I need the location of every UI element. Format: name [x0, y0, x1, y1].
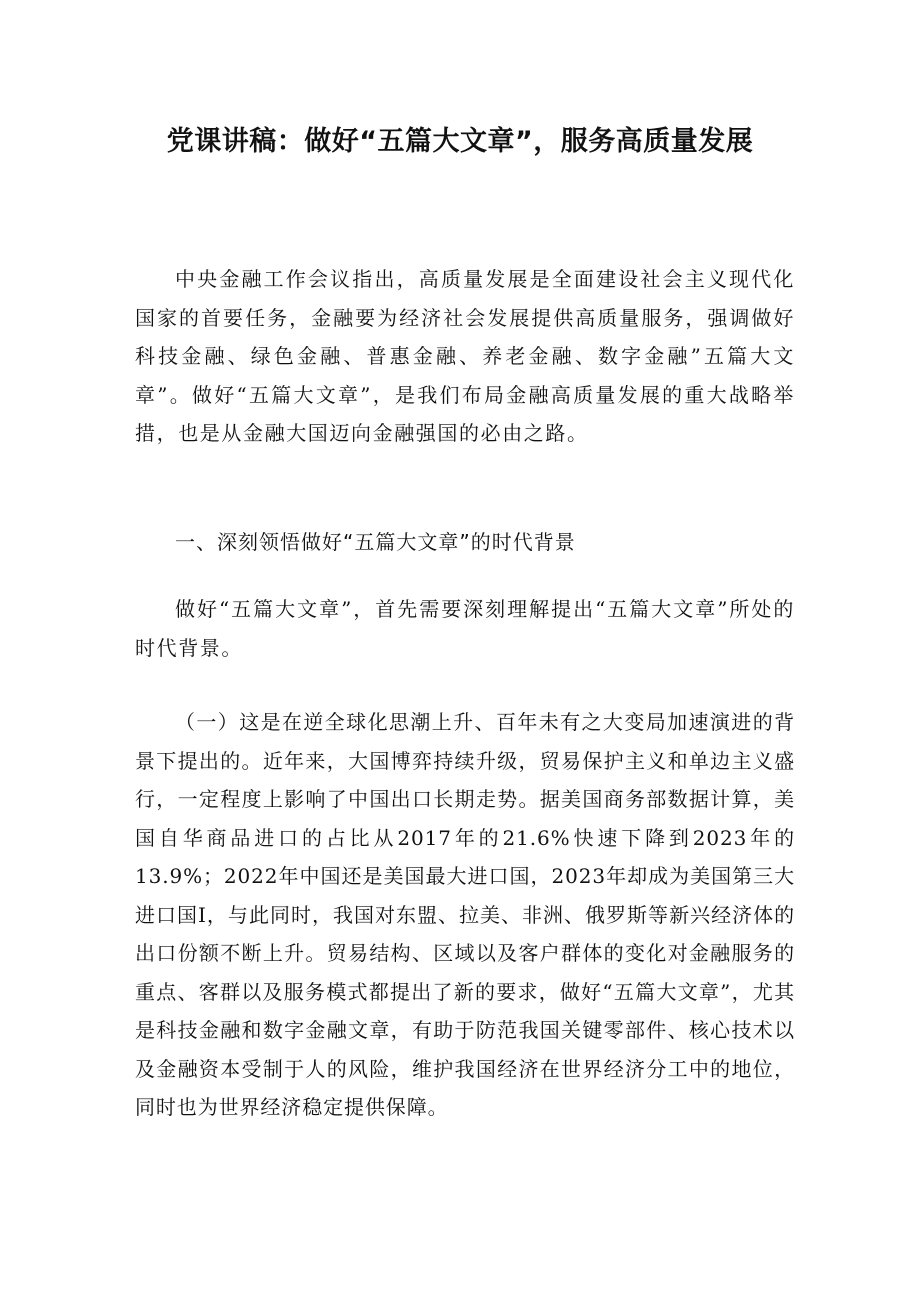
section-lead-paragraph: 做好“五篇大文章”，首先需要深刻理解提出“五篇大文章”所处的时代背景。 [135, 597, 795, 660]
intro-paragraph: 中央金融工作会议指出，高质量发展是全面建设社会主义现代化国家的首要任务，金融要为经济社会发展提供高质量服务，强调做好科技金融、绿色金融、普惠金融、养老金融、数字金融”五篇大文章”。做好“五篇大文章”，是我们布局金融高质量发展的重大战略举措，也是从金融大国迈向金融强国的必由之路。 [135, 267, 795, 445]
section-heading: 一、深刻领悟做好“五篇大文章”的时代背景 [175, 530, 576, 554]
document-title: 党课讲稿：做好“五篇大文章”，服务高质量发展 [166, 126, 754, 157]
section-point-paragraph: （一）这是在逆全球化思潮上升、百年未有之大变局加速演进的背景下提出的。近年来，大国博弈持续升级，贸易保护主义和单边主义盛行，一定程度上影响了中国出口长期走势。据美国商务部数据计算，美国自华商品进口的占比从2017年的21.6%快速下降到2023年的13.9%；2022年中国还是美国最大进口国，2023年却成为美国第三大进口国I，与此同时，我国对东盟、拉美、非洲、俄罗斯等新兴经济体的出口份额不断上升。贸易结构、区域以及客户群体的变化对金融服务的重点、客群以及服务模式都提出了新的要求，做好“五篇大文章”，尤其是科技金融和数字金融文章，有助于防范我国关键零部件、核心技术以及金融资本受制于人的风险，维护我国经济在世界经济分工中的地位，同时也为世界经济稳定提供保障。 [135, 710, 795, 1119]
